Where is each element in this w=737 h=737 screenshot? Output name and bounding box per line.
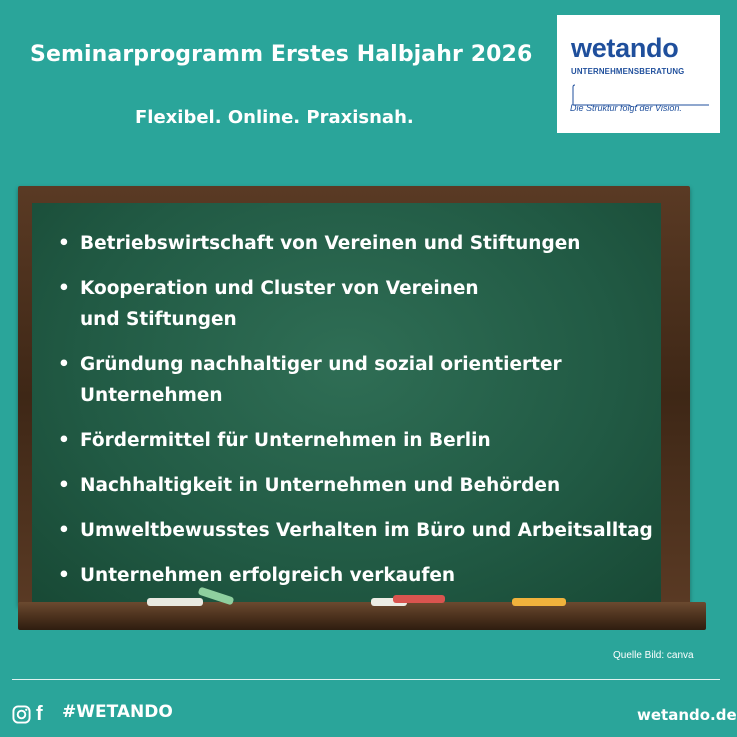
- seminar-topic-item: • Umweltbewusstes Verhalten im Büro und Arbeitsalltag: [56, 515, 656, 546]
- page-subtitle: Flexibel. Online. Praxisnah.: [135, 107, 414, 128]
- chalkboard-ledge: [18, 602, 706, 630]
- seminar-topic-list: [56, 228, 656, 605]
- seminar-topic-item: • Betriebswirtschaft von Vereinen und Stiftungen: [56, 228, 656, 259]
- hashtag[interactable]: #WETANDO: [62, 702, 173, 722]
- logo-wordmark: wetando: [571, 33, 679, 63]
- image-credit: Quelle Bild: canva: [613, 650, 694, 661]
- seminar-topic-item: • Kooperation und Cluster von Vereinen und Stiftungen: [56, 273, 656, 335]
- facebook-icon[interactable]: f: [36, 703, 43, 725]
- logo-slogan: Die Struktur folgt der Vision.: [570, 103, 682, 113]
- seminar-topic-item: • Unternehmen erfolgreich verkaufen: [56, 560, 656, 591]
- logo-tagline: UNTERNEHMENSBERATUNG: [571, 67, 685, 76]
- instagram-icon[interactable]: [12, 705, 31, 724]
- page-title: Seminarprogramm Erstes Halbjahr 2026: [30, 42, 533, 67]
- wetando-logo: [557, 15, 720, 133]
- footer-divider: [12, 679, 720, 680]
- website-link[interactable]: wetando.de: [637, 706, 737, 724]
- seminar-topic-item: • Fördermittel für Unternehmen in Berlin: [56, 425, 656, 456]
- seminar-topic-item: • Gründung nachhaltiger und sozial orientierter Unternehmen: [56, 349, 656, 411]
- seminar-topic-item: • Nachhaltigkeit in Unternehmen und Behörden: [56, 470, 656, 501]
